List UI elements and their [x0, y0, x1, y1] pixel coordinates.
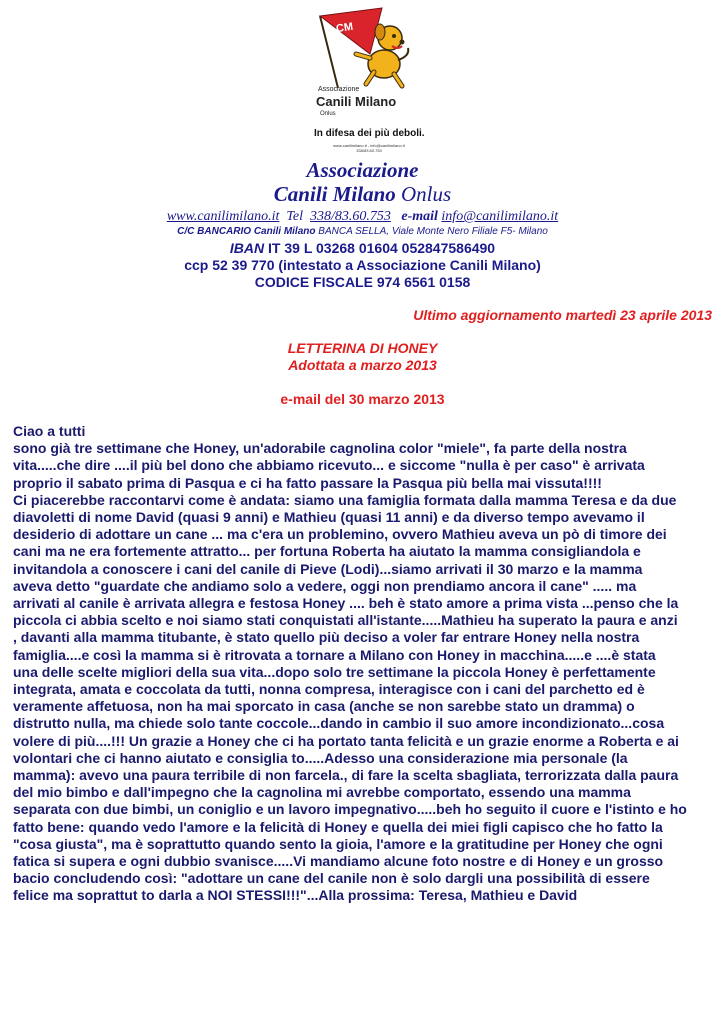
dog-flag-logo-icon [298, 4, 426, 128]
logo-small-text [324, 143, 414, 153]
letter-line: sono già tre settimane che Honey, un'adorabile cagnolina color "miele", fa parte della nostra [13, 440, 627, 457]
phone-link[interactable]: 338/83.60.753 [309, 209, 391, 224]
logo-flag-text: CM [335, 20, 354, 36]
logo-line-2: Canili Milano [316, 94, 397, 109]
letter-line: "cosa giusta", ma è soprattutto quando sento la gioia, l'amore e la gratitudine per Honey che ogni [13, 835, 663, 852]
letter-line: , davanti alla mamma titubante, è stato quello più deciso a voler far entrare Honey nella nostra [13, 629, 640, 646]
email-date: e-mail del 30 marzo 2013 [280, 391, 445, 407]
association-title: Associazione [306, 158, 419, 182]
letter-line: famiglia....e così la mamma si è ritrovata a tornare a Milano con Honey in macchina.....e ....è stata [13, 646, 656, 663]
letter-line: felice ma soprattut to darla a NOI STESSI!!!"...Alla prossima: Teresa, Mathieu e David [13, 887, 578, 904]
letter-line: cani ma ne era fortemente attratto... per fortuna Roberta ha aiutato la mamma consigliandola e [13, 543, 641, 560]
letter-line: mamma): avevo una paura terribile di non farcela., di fare la scelta sbagliata, terrorizzata dalla paura [13, 767, 679, 784]
letter-title: LETTERINA DI HONEY [287, 340, 438, 356]
letter-line: Ciao a tutti [13, 423, 86, 439]
iban-label: IBAN [229, 240, 265, 256]
association-suffix: Onlus [401, 182, 452, 206]
letter-line: diavoletti di nome David (quasi 9 anni) e Mathieu (quasi 11 anni) e da diverso tempo avevamo il [13, 509, 645, 526]
logo-line-1: Associazione [318, 86, 360, 93]
letter-line: una delle scelte migliori della sua vita...dopo solo tre settimane la piccola Honey è perfettamente [13, 663, 656, 680]
email-label: e-mail [401, 209, 438, 224]
logo-small-line-2: 338/83.60.753 [356, 148, 382, 153]
logo-tagline: In difesa dei più deboli. [314, 128, 425, 139]
bank-label: C/C BANCARIO Canili Milano [177, 226, 316, 237]
letter-line: vita.....che dire ....il più bel dono che abbiamo ricevuto... e siccome "nulla è per caso" è arrivata [13, 457, 645, 474]
letter-line: distrutto nulla, ma chiede solo tante coccole...dando in cambio il suo amore incondizionato...cosa [13, 715, 665, 732]
fiscal-code-line: CODICE FISCALE 974 6561 0158 [254, 274, 471, 290]
last-update: Ultimo aggiornamento martedì 23 aprile 2013 [413, 307, 712, 323]
letter-line: arrivati al canile è arrivata allegra e festosa Honey .... beh è stato amore a prima vista ...penso che la [13, 595, 679, 612]
letter-subtitle: Adottata a marzo 2013 [288, 357, 437, 373]
letter-line: proprio il sabato prima di Pasqua e ci ha fatto passare la Pasqua più bella mai vissuta!!!! [13, 474, 602, 491]
iban-line [0, 240, 725, 256]
association-logo [298, 4, 426, 156]
association-name-line [0, 182, 725, 207]
letter-line: fatto bene: quando vedo l'amore e la felicità di Honey e quella dei miei figli capisco che ho fatto la [13, 818, 663, 835]
letter-line: Ci piacerebbe raccontarvi come è andata: siamo una famiglia formata dalla mamma Teresa e da due [13, 491, 677, 508]
letter-line: aveva detto "guardate che andiamo solo a vedere, oggi non prendiamo ancora il cane" ..... ma [13, 577, 637, 594]
logo-small-line-1: www.canilimilano.it - info@canilimilano.it [333, 143, 405, 148]
letter-line: volontari che ci hanno aiutato e consiglia to.....Adesso una considerazione mia personale (la [13, 749, 628, 766]
letter-line: del mio bimbo e dall'impegno che la cagnolina mi avrebbe comportato, essendo una mamma [13, 784, 631, 801]
email-link[interactable]: info@canilimilano.it [441, 209, 559, 224]
letter-line: separata con due bimbi, un coniglio e un lavoro impegnativo.....beh ho seguito il cuore e l'istinto e ho [13, 801, 687, 818]
letter-line: desiderio di adottare un cane ... ma c'era un problemino, ovvero Mathieu aveva un pò di timore dei [13, 526, 667, 543]
letter-line: bacio concludendo così: "adottare un cane del canile non è solo dargli una possibilità di essere [13, 870, 650, 887]
letter-body [13, 423, 713, 905]
website-link[interactable]: www.canilimilano.it [166, 209, 280, 224]
tel-label: Tel [286, 209, 303, 224]
ccp-line: ccp 52 39 770 (intestato a Associazione Canili Milano) [184, 257, 541, 273]
contacts-line [0, 209, 725, 225]
iban-value: IT 39 L 03268 01604 052847586490 [268, 240, 496, 256]
logo-line-3: Onlus [320, 111, 336, 117]
letter-line: volere di più....!!! Un grazie a Honey che ci ha portato tanta felicità e un grazie enorme a Roberta e ai [13, 732, 679, 749]
bank-detail: BANCA SELLA, Viale Monte Nero Filiale F5- Milano [318, 226, 548, 237]
association-name: Canili Milano [273, 182, 396, 206]
letter-line: fatica si supera e ogni dubbio svanisce.....Vi mandiamo alcune foto nostre e di Honey e un grosso [13, 853, 664, 870]
letter-line: piccola ci abbia scelto e noi siamo stati conquistati all'istante.....Mathieu ha superato la paura e anzi [13, 612, 678, 629]
letter-line: integrata, amata e coccolata da tutti, nonna compresa, interagisce con i cani del parchetto ed è [13, 681, 645, 698]
letter-line: invitandola a conoscere i cani del canile di Pieve (Lodi)...siamo arrivati il 30 marzo e la mamma [13, 560, 643, 577]
bank-line [0, 226, 725, 237]
letter-line: veramente affetuosa, non ha mai sporcato in casa (anche se non sarebbe stato un dramma) o [13, 698, 635, 715]
